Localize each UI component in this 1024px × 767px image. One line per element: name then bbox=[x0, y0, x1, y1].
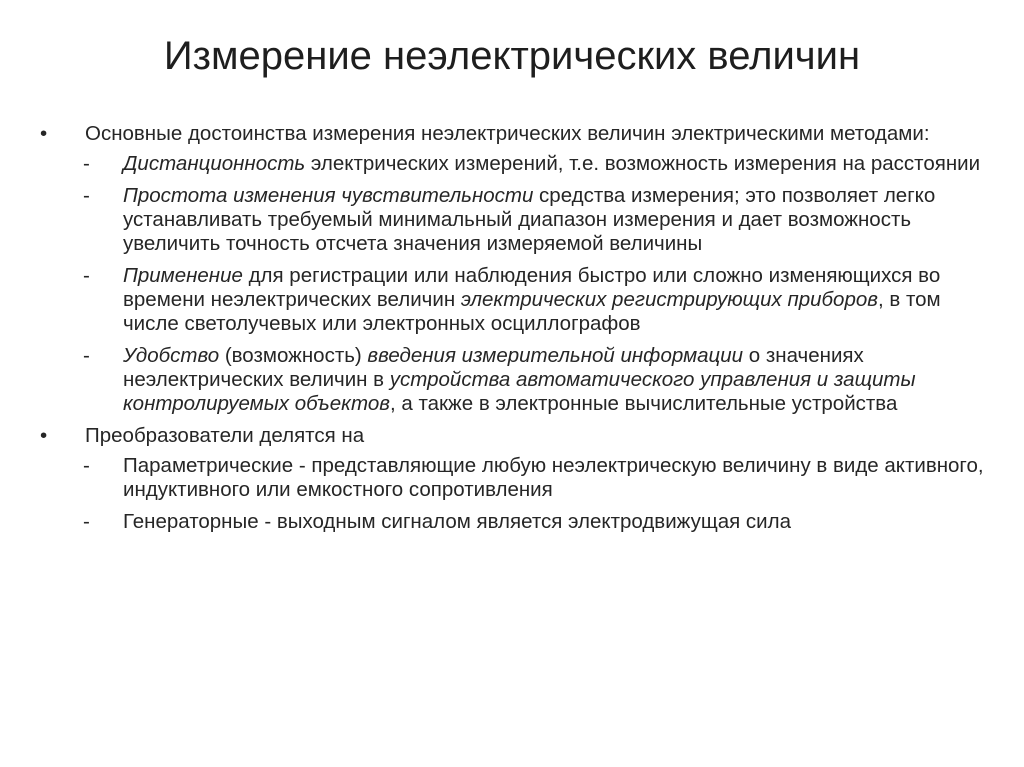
dash-icon: - bbox=[83, 264, 90, 287]
sub-text: электрических измерений, т.е. возможность измерения на расстоянии bbox=[305, 152, 981, 175]
sub-text-italic: электрических регистрирующих приборов bbox=[460, 288, 878, 311]
sub-text-italic: Удобство bbox=[123, 344, 220, 367]
sub-text: , а также в электронные вычислительные устройства bbox=[390, 392, 898, 415]
sub-text: о значениях неэлектрических величин в bbox=[123, 344, 864, 391]
bullet-icon: • bbox=[40, 122, 48, 145]
bullet-text: Преобразователи делятся на bbox=[85, 424, 365, 447]
slide-title: Измерение неэлектрических величин bbox=[163, 34, 861, 78]
sub-list bbox=[40, 152, 990, 416]
bullet-icon: • bbox=[40, 424, 48, 447]
sub-text-italic: Применение bbox=[123, 264, 243, 287]
dash-icon: - bbox=[83, 344, 90, 367]
sub-text: для регистрации или наблюдения быстро или сложно изменяющихся во времени неэлектрических величин bbox=[123, 264, 941, 311]
sub-text: Генераторные - выходным сигналом является электродвижущая сила bbox=[123, 510, 791, 533]
dash-icon: - bbox=[83, 510, 90, 533]
dash-icon: - bbox=[83, 454, 90, 477]
dash-icon: - bbox=[83, 184, 90, 207]
sub-item bbox=[40, 184, 990, 256]
sub-text-italic: устройства автоматического управления и защиты контролируемых объектов bbox=[123, 368, 916, 415]
sub-item bbox=[40, 264, 990, 336]
sub-text-italic: Дистанционность bbox=[123, 152, 306, 175]
sub-text: (возможность) bbox=[219, 344, 368, 367]
sub-list bbox=[40, 454, 990, 534]
slide-content bbox=[40, 122, 990, 542]
sub-item bbox=[40, 454, 990, 502]
bullet-text: Основные достоинства измерения неэлектрических величин электрическими методами: bbox=[85, 122, 930, 145]
sub-text-italic: Простота изменения чувствительности bbox=[123, 184, 534, 207]
bullet-item bbox=[40, 424, 990, 448]
sub-text: средства измерения; это позволяет легко устанавливать требуемый минимальный диапазон измерения и дает возможность увеличить точность отсчета значения измеряемой величины bbox=[123, 184, 936, 255]
dash-icon: - bbox=[83, 152, 90, 175]
sub-item bbox=[40, 510, 990, 534]
sub-text: , в том числе светолучевых или электронных осциллографов bbox=[123, 288, 941, 335]
sub-text: Параметрические - представляющие любую неэлектрическую величину в виде активного, индуктивного или емкостного сопротивления bbox=[123, 454, 984, 501]
sub-text-italic: введения измерительной информации bbox=[367, 344, 744, 367]
sub-item bbox=[40, 344, 990, 416]
bullet-item bbox=[40, 122, 990, 146]
sub-item bbox=[40, 152, 990, 176]
